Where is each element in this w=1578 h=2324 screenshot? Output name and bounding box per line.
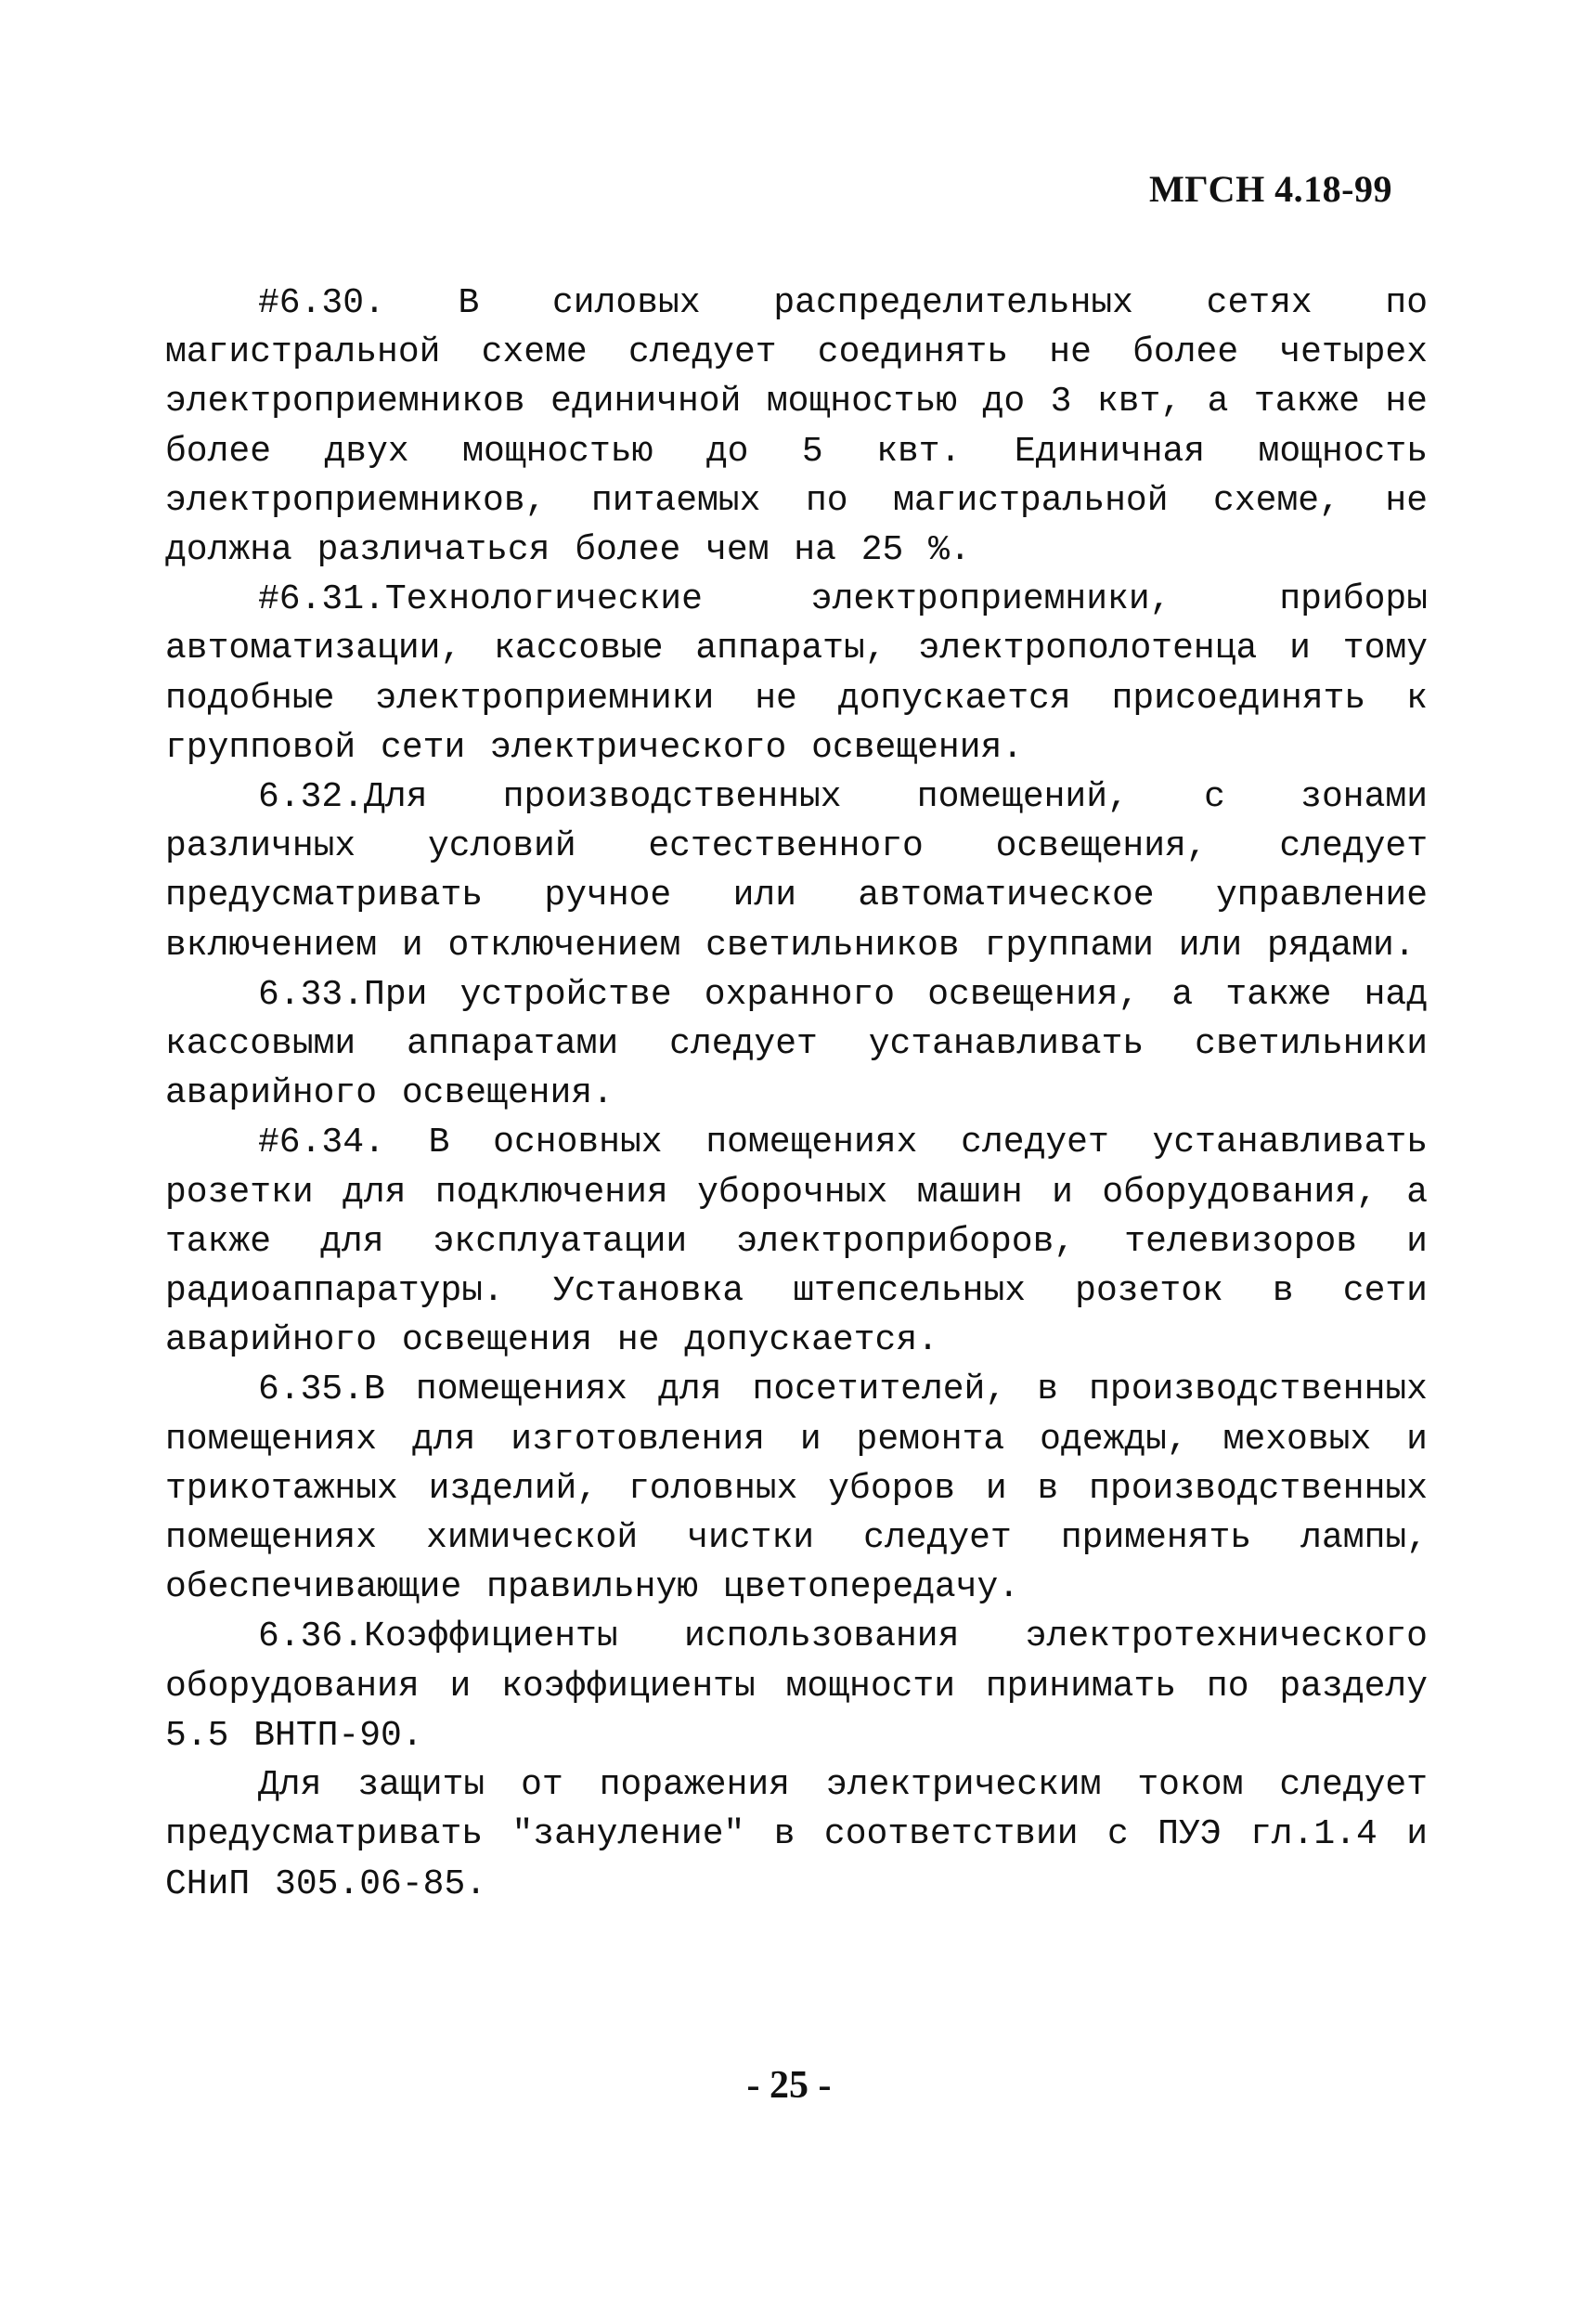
paragraph-6-35: 6.35.В помещениях для посетителей, в производственных помещениях для изготовления и ремонта одежды, меховых и трикотажных изделий, головных уборов и в производственных помещениях химической чистки следует применять лампы, обеспечивающие правильную цветопередачу. [165,1370,1428,1608]
page-number: - 25 - [746,2064,832,2107]
paragraph-grounding: Для защиты от поражения электрическим током следует предусматривать "зануление" в соответствии с ПУЭ гл.1.4 и СНиП 305.06-85. [165,1765,1428,1904]
paragraph-6-32: 6.32.Для производственных помещений, с зонами различных условий естественного освещения, следует предусматривать ручное или автоматическое управление включением и отключением светильников группами или рядами. [165,777,1428,966]
paragraph-6-34: #6.34. В основных помещениях следует устанавливать розетки для подключения уборочных машин и оборудования, а также для эксплуатации электроприборов, телевизоров и радиоаппаратуры. Установка штепсельных розеток в сети аварийного освещения не допускается. [165,1123,1428,1361]
document-body [165,279,1428,1909]
paragraph-6-36: 6.36.Коэффициенты использования электротехнического оборудования и коэффициенты мощности принимать по разделу 5.5 ВНТП-90. [165,1616,1428,1756]
paragraph-6-33: 6.33.При устройстве охранного освещения, а также над кассовыми аппаратами следует устанавливать светильники аварийного освещения. [165,974,1428,1114]
document-code: МГСН 4.18-99 [1149,168,1392,210]
paragraph-6-30: #6.30. В силовых распределительных сетях по магистральной схеме следует соединять не более четырех электроприемников единичной мощностью до 3 квт, а также не более двух мощностью до 5 квт. Единичная мощность электроприемников, питаемых по магистральной схеме, не должна различаться более чем на 25 %. [165,283,1428,571]
paragraph-6-31: #6.31.Технологические электроприемники, приборы автоматизации, кассовые аппараты, электрополотенца и тому подобные электроприемники не допускается присоединять к групповой сети электрического освещения. [165,579,1428,768]
